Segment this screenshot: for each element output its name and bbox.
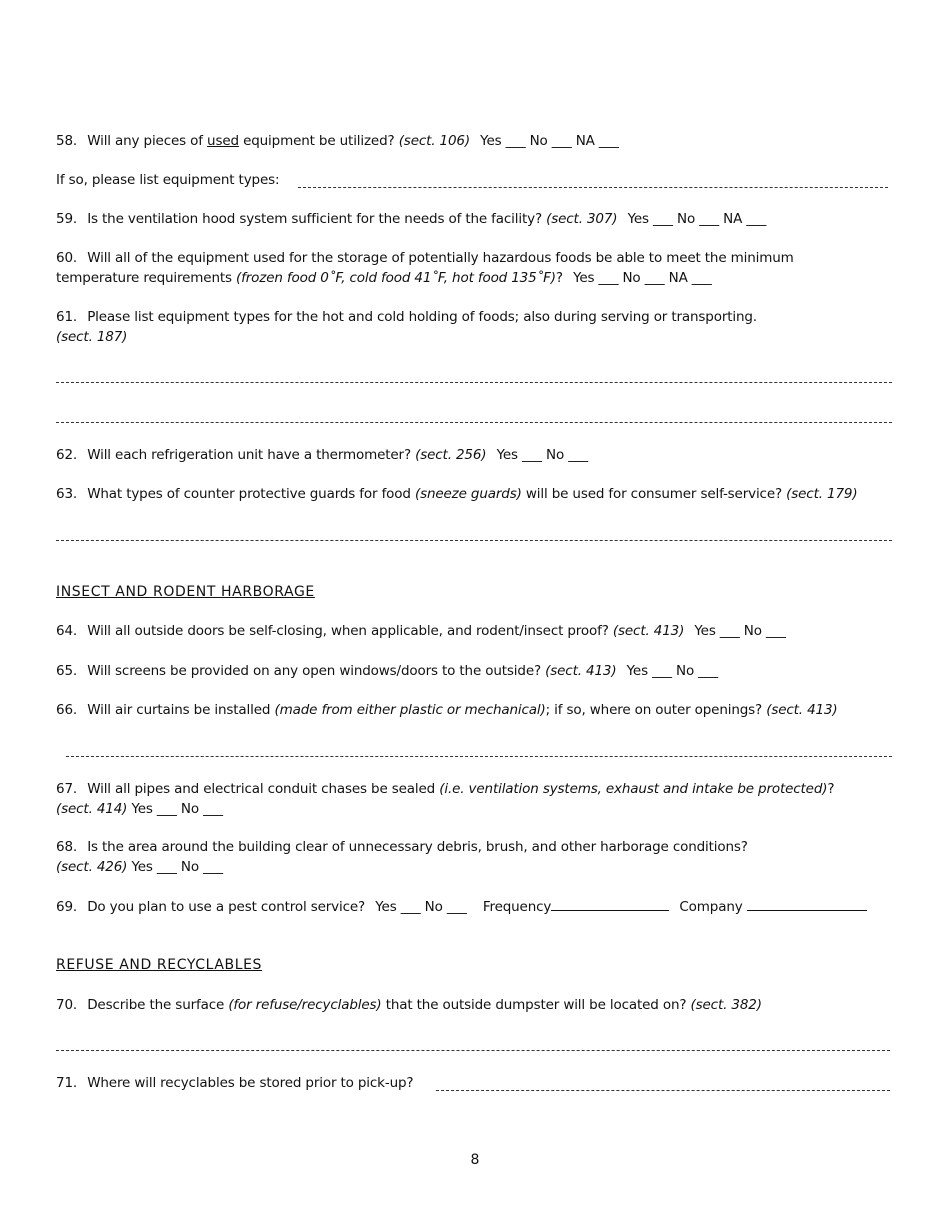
q-text: ; if so, where on outer openings?	[545, 702, 763, 718]
section-ref: (sect. 382)	[690, 997, 762, 1013]
q-text: Is the area around the building clear of unnecessary debris, brush, and other harborage conditions?	[87, 839, 748, 855]
section-ref: (sect. 106)	[398, 133, 470, 149]
question-67: 67. Will all pipes and electrical conduit chases be sealed (i.e. ventilation systems, exhaust and intake be protected)?	[56, 781, 835, 797]
section-ref: (sect. 307)	[546, 211, 618, 227]
answer-options[interactable]: Yes ___ No ___ NA ___	[480, 133, 619, 149]
q-number: 67.	[56, 781, 78, 797]
q-text: Will screens be provided on any open windows/doors to the outside?	[87, 663, 541, 679]
answer-options[interactable]: Yes ___ No ___	[375, 899, 467, 915]
answer-line[interactable]	[56, 540, 892, 541]
q-number: 69.	[56, 899, 78, 915]
q-italic-note: (for refuse/recyclables)	[228, 997, 382, 1013]
q-text: What types of counter protective guards for food	[87, 486, 411, 502]
q-number: 70.	[56, 997, 78, 1013]
q-number: 60.	[56, 250, 78, 266]
question-58	[56, 131, 619, 151]
q-text: temperature requirements	[56, 270, 232, 286]
question-60	[56, 248, 794, 268]
answer-line[interactable]	[298, 187, 888, 188]
question-63	[56, 484, 857, 504]
q-text: Is the ventilation hood system sufficient for the needs of the facility?	[87, 211, 542, 227]
answer-options[interactable]: Yes ___ No ___ NA ___	[573, 270, 712, 286]
frequency-field[interactable]	[551, 897, 669, 911]
section-ref: (sect. 179)	[786, 486, 858, 502]
q-text: Describe the surface	[87, 997, 225, 1013]
question-59	[56, 209, 766, 229]
q-italic-note: (made from either plastic or mechanical)	[274, 702, 546, 718]
q-text: equipment be utilized?	[243, 133, 395, 149]
temperature-note: (frozen food 0˚F, cold food 41˚F, hot food 135˚F)	[236, 270, 556, 286]
answer-line[interactable]	[66, 756, 892, 757]
q-text: Will air curtains be installed	[87, 702, 271, 718]
answer-line[interactable]	[56, 422, 892, 423]
answer-line[interactable]	[56, 382, 892, 383]
section-ref: (sect. 413)	[545, 663, 617, 679]
q-text: Will all pipes and electrical conduit chases be sealed	[87, 781, 436, 797]
q-number: 62.	[56, 447, 78, 463]
q-text: Will any pieces of	[87, 133, 203, 149]
answer-options[interactable]: Yes ___ No ___	[496, 447, 589, 463]
q-number: 68.	[56, 839, 78, 855]
question-58-followup	[56, 170, 279, 190]
q-text: Please list equipment types for the hot and cold holding of foods; also during serving or transporting.	[87, 309, 757, 325]
q-text: Will all of the equipment used for the storage of potentially hazardous foods be able to meet the minimum	[87, 250, 794, 266]
question-67-line2	[56, 799, 223, 819]
question-65	[56, 661, 718, 681]
company-label: Company	[679, 899, 743, 915]
question-60-line2: temperature requirements (frozen food 0˚F, cold food 41˚F, hot food 135˚F)? Yes ___ No ___ NA ___	[56, 270, 712, 286]
frequency-label: Frequency	[482, 899, 552, 915]
section-ref: (sect. 413)	[766, 702, 838, 718]
answer-options[interactable]: Yes ___ No ___	[131, 859, 223, 875]
question-68-line2	[56, 857, 223, 877]
q-text: Will each refrigeration unit have a thermometer?	[87, 447, 411, 463]
q-text: Where will recyclables be stored prior to pick-up?	[87, 1075, 414, 1091]
q-underlined-word: used	[207, 133, 239, 149]
q-text: will be used for consumer self-service?	[525, 486, 782, 502]
section-ref: (sect. 426)	[56, 859, 128, 875]
answer-options[interactable]: Yes ___ No ___	[694, 623, 786, 639]
answer-options[interactable]: Yes ___ No ___	[626, 663, 719, 679]
q-text: If so, please list equipment types:	[56, 172, 280, 188]
q-number: 66.	[56, 702, 78, 718]
q-number: 58.	[56, 133, 78, 149]
section-ref: (sect. 187)	[56, 329, 128, 345]
section-heading: REFUSE AND RECYCLABLES	[56, 957, 263, 973]
section-ref: (sect. 256)	[415, 447, 487, 463]
company-field[interactable]	[747, 897, 867, 911]
q-number: 59.	[56, 211, 78, 227]
answer-line[interactable]	[436, 1090, 890, 1091]
section-heading: INSECT AND RODENT HARBORAGE	[56, 584, 315, 600]
question-71	[56, 1073, 413, 1093]
question-61	[56, 307, 757, 327]
question-68	[56, 837, 748, 857]
q-italic-note: (sneeze guards)	[414, 486, 522, 502]
q-number: 71.	[56, 1075, 78, 1091]
question-64	[56, 621, 786, 641]
q-text: Will all outside doors be self-closing, when applicable, and rodent/insect proof?	[87, 623, 609, 639]
question-69	[56, 897, 867, 917]
q-italic-note: (i.e. ventilation systems, exhaust and intake be protected)	[439, 781, 828, 797]
question-62	[56, 445, 588, 465]
question-66	[56, 700, 838, 720]
answer-line[interactable]	[56, 1050, 890, 1051]
q-number: 61.	[56, 309, 78, 325]
q-text: that the outside dumpster will be located on?	[385, 997, 687, 1013]
section-ref: (sect. 413)	[612, 623, 685, 639]
q-number: 64.	[56, 623, 78, 639]
question-70	[56, 995, 762, 1015]
answer-options[interactable]: Yes ___ No ___	[131, 801, 223, 817]
q-text: Do you plan to use a pest control service?	[87, 899, 366, 915]
q-number: 65.	[56, 663, 78, 679]
section-ref: (sect. 414)	[56, 801, 128, 817]
q-number: 63.	[56, 486, 78, 502]
answer-options[interactable]: Yes ___ No ___ NA ___	[627, 211, 767, 227]
page-number: 8	[470, 1152, 480, 1168]
